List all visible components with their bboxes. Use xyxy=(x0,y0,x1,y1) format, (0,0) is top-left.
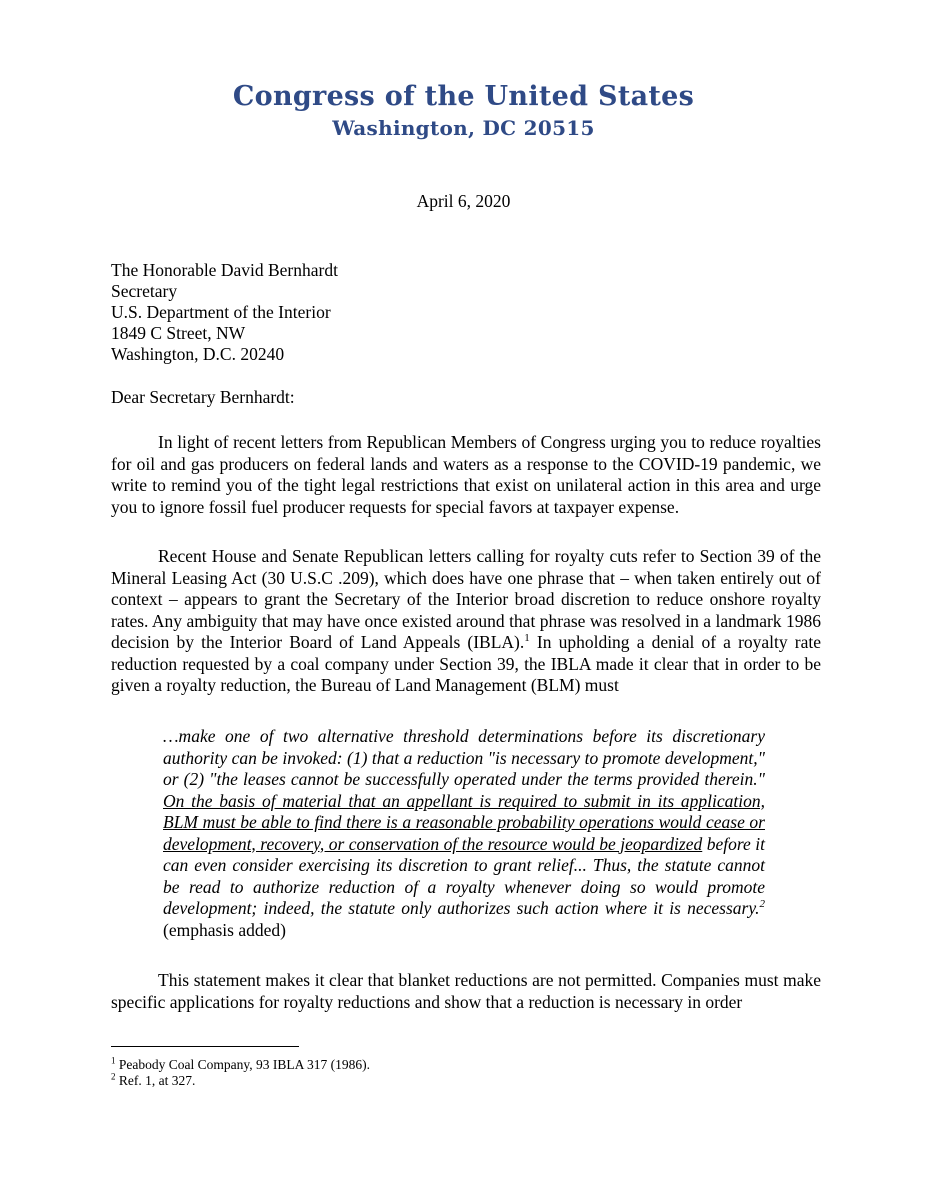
footnote-ref-1: 1 xyxy=(524,632,530,645)
footnote-2 xyxy=(111,1073,370,1089)
paragraph-1: In light of recent letters from Republican Members of Congress urging you to reduce royalties for oil and gas producers on federal lands and waters as a response to the COVID-19 pandemic, we write to remind you of the tight legal restrictions that exist on unilateral action in this area and urge you to ignore fossil fuel producer requests for special favors at taxpayer expense. xyxy=(111,432,821,517)
letterhead-address: Washington, DC 20515 xyxy=(332,116,595,140)
recipient-street: 1849 C Street, NW xyxy=(111,323,246,343)
footnote-ref-2: 2 xyxy=(759,898,765,911)
quote-text-start: …make one of two alternative threshold determinations before its discretionary authority can be invoked: (1) that a reduction "is necessary to promote development," or (2) "the leases cannot be successfully operated under the terms provided therein." xyxy=(163,726,765,789)
recipient-name: The Honorable David Bernhardt xyxy=(111,260,338,280)
letter-date: April 6, 2020 xyxy=(416,191,511,211)
emphasis-note: (emphasis added) xyxy=(163,919,286,940)
footnote-divider xyxy=(111,1046,299,1047)
footnote-1-text: Peabody Coal Company, 93 IBLA 317 (1986). xyxy=(115,1057,370,1072)
footnotes xyxy=(111,1057,370,1089)
recipient-title: Secretary xyxy=(111,281,178,301)
footnote-2-mark: 2 xyxy=(111,1071,116,1082)
recipient-organization: U.S. Department of the Interior xyxy=(111,302,331,322)
recipient-city: Washington, D.C. 20240 xyxy=(111,344,285,364)
paragraph-2-text-end: In upholding a denial of a royalty rate reduction requested by a coal company under Section 39, the IBLA made it clear that in order to be given a royalty reduction, the Bureau of Land Management (BLM) must xyxy=(111,632,821,695)
recipient-address-block xyxy=(111,260,338,365)
footnote-1 xyxy=(111,1057,370,1073)
footnote-2-text: Ref. 1, at 327. xyxy=(115,1073,196,1088)
footnote-1-mark: 1 xyxy=(111,1055,116,1066)
quote-underlined-emphasis: On the basis of material that an appellant is required to submit in its application, BLM must be able to find there is a reasonable probability operations would cease or development, recovery, or conservation of the resource would be jeopardized xyxy=(163,790,765,854)
paragraph-2-text-start: Recent House and Senate Republican letters calling for royalty cuts refer to Section 39 of the Mineral Leasing Act (30 U.S.C .209), which does have one phrase that – when taken entirely out of context – appears to grant the Secretary of the Interior broad discretion to reduce onshore royalty rates. Any ambiguity that may have once existed around that phrase was resolved in a landmark 1986 decision by the Interior Board of Land Appeals (IBLA). xyxy=(111,546,821,652)
letterhead xyxy=(0,80,927,141)
block-quote xyxy=(163,726,765,941)
letterhead-title: Congress of the United States xyxy=(232,81,695,112)
quote-text-end: before it can even consider exercising its discretion to grant relief... Thus, the statute cannot be read to authorize reduction of a royalty whenever doing so would promote development; indeed, the statute only authorizes such action where it is necessary. xyxy=(163,833,765,918)
paragraph-2 xyxy=(111,546,821,697)
salutation: Dear Secretary Bernhardt: xyxy=(111,387,295,407)
paragraph-3: This statement makes it clear that blanket reductions are not permitted. Companies must make specific applications for royalty reductions and show that a reduction is necessary in order xyxy=(111,970,821,1012)
